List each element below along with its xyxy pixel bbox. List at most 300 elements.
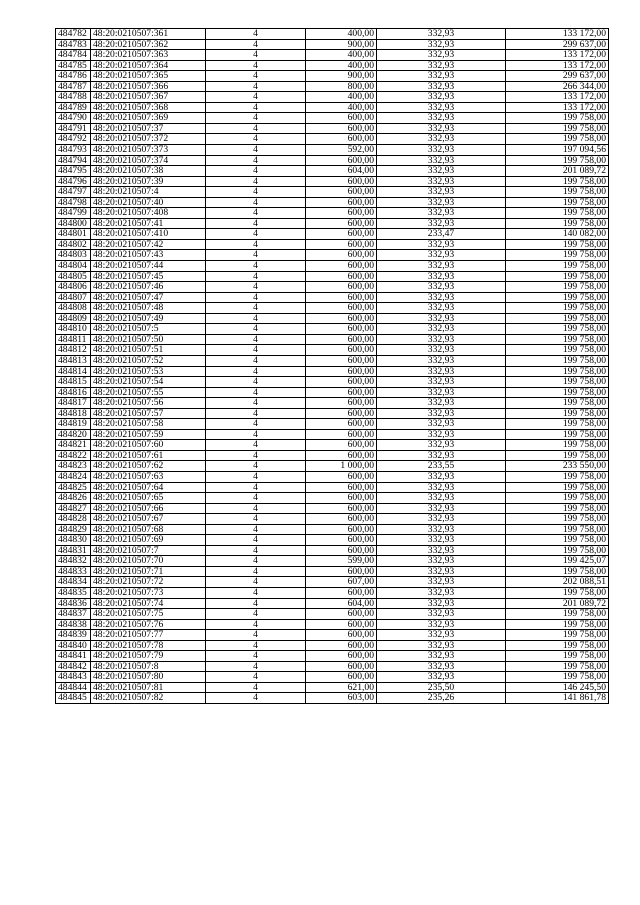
category-cell: 4 xyxy=(206,50,306,61)
cadastral-number-cell: 48:20:0210507:76 xyxy=(91,619,206,630)
category-cell: 4 xyxy=(206,461,306,472)
cadastral-value-cell: 199 758,00 xyxy=(506,187,609,198)
category-cell: 4 xyxy=(206,313,306,324)
category-cell: 4 xyxy=(206,609,306,620)
area-cell: 600,00 xyxy=(306,377,377,388)
table-row xyxy=(56,113,609,124)
cadastral-number-cell: 48:20:0210507:72 xyxy=(91,577,206,588)
category-cell: 4 xyxy=(206,29,306,40)
category-cell: 4 xyxy=(206,693,306,704)
cadastral-value-cell: 199 758,00 xyxy=(506,503,609,514)
cadastral-value-cell: 199 758,00 xyxy=(506,334,609,345)
table-row xyxy=(56,102,609,113)
row-number-cell: 484811 xyxy=(56,334,91,345)
row-number-cell: 484832 xyxy=(56,556,91,567)
category-cell: 4 xyxy=(206,524,306,535)
row-number-cell: 484793 xyxy=(56,145,91,156)
cadastral-number-cell: 48:20:0210507:369 xyxy=(91,113,206,124)
cadastral-number-cell: 48:20:0210507:410 xyxy=(91,229,206,240)
specific-value-cell: 332,93 xyxy=(377,271,506,282)
row-number-cell: 484804 xyxy=(56,261,91,272)
specific-value-cell: 332,93 xyxy=(377,282,506,293)
cadastral-number-cell: 48:20:0210507:82 xyxy=(91,693,206,704)
cadastral-value-cell: 199 758,00 xyxy=(506,197,609,208)
cadastral-number-cell: 48:20:0210507:49 xyxy=(91,313,206,324)
row-number-cell: 484829 xyxy=(56,524,91,535)
table-row xyxy=(56,134,609,145)
area-cell: 600,00 xyxy=(306,524,377,535)
cadastral-value-cell: 199 758,00 xyxy=(506,387,609,398)
row-number-cell: 484819 xyxy=(56,419,91,430)
cadastral-number-cell: 48:20:0210507:77 xyxy=(91,630,206,641)
cadastral-value-cell: 133 172,00 xyxy=(506,92,609,103)
cadastral-value-cell: 199 758,00 xyxy=(506,524,609,535)
table-row xyxy=(56,493,609,504)
table-row xyxy=(56,123,609,134)
cadastral-number-cell: 48:20:0210507:65 xyxy=(91,493,206,504)
category-cell: 4 xyxy=(206,503,306,514)
cadastral-number-cell: 48:20:0210507:78 xyxy=(91,640,206,651)
table-row xyxy=(56,313,609,324)
cadastral-value-cell: 199 758,00 xyxy=(506,261,609,272)
cadastral-number-cell: 48:20:0210507:69 xyxy=(91,535,206,546)
cadastral-value-cell: 199 758,00 xyxy=(506,250,609,261)
table-row xyxy=(56,651,609,662)
cadastral-value-cell: 146 245,50 xyxy=(506,682,609,693)
row-number-cell: 484836 xyxy=(56,598,91,609)
table-row xyxy=(56,556,609,567)
row-number-cell: 484786 xyxy=(56,71,91,82)
area-cell: 621,00 xyxy=(306,682,377,693)
specific-value-cell: 233,47 xyxy=(377,229,506,240)
area-cell: 600,00 xyxy=(306,187,377,198)
area-cell: 900,00 xyxy=(306,39,377,50)
table-row xyxy=(56,271,609,282)
row-number-cell: 484790 xyxy=(56,113,91,124)
row-number-cell: 484840 xyxy=(56,640,91,651)
cadastral-number-cell: 48:20:0210507:62 xyxy=(91,461,206,472)
specific-value-cell: 332,93 xyxy=(377,440,506,451)
cadastral-value-cell: 199 758,00 xyxy=(506,313,609,324)
category-cell: 4 xyxy=(206,577,306,588)
cadastral-value-cell: 140 082,00 xyxy=(506,229,609,240)
specific-value-cell: 332,93 xyxy=(377,377,506,388)
category-cell: 4 xyxy=(206,556,306,567)
table-row xyxy=(56,218,609,229)
cadastral-number-cell: 48:20:0210507:408 xyxy=(91,208,206,219)
cadastral-value-cell: 199 758,00 xyxy=(506,218,609,229)
cadastral-number-cell: 48:20:0210507:66 xyxy=(91,503,206,514)
category-cell: 4 xyxy=(206,113,306,124)
category-cell: 4 xyxy=(206,514,306,525)
cadastral-number-cell: 48:20:0210507:368 xyxy=(91,102,206,113)
cadastral-number-cell: 48:20:0210507:63 xyxy=(91,471,206,482)
category-cell: 4 xyxy=(206,81,306,92)
cadastral-number-cell: 48:20:0210507:79 xyxy=(91,651,206,662)
table-row xyxy=(56,282,609,293)
cadastral-value-cell: 133 172,00 xyxy=(506,29,609,40)
cadastral-value-cell: 199 758,00 xyxy=(506,408,609,419)
area-cell: 600,00 xyxy=(306,493,377,504)
specific-value-cell: 332,93 xyxy=(377,619,506,630)
row-number-cell: 484799 xyxy=(56,208,91,219)
cadastral-number-cell: 48:20:0210507:59 xyxy=(91,429,206,440)
category-cell: 4 xyxy=(206,387,306,398)
category-cell: 4 xyxy=(206,640,306,651)
row-number-cell: 484784 xyxy=(56,50,91,61)
area-cell: 600,00 xyxy=(306,640,377,651)
specific-value-cell: 332,93 xyxy=(377,387,506,398)
category-cell: 4 xyxy=(206,672,306,683)
specific-value-cell: 332,93 xyxy=(377,324,506,335)
table-row xyxy=(56,197,609,208)
table-row xyxy=(56,187,609,198)
table-row xyxy=(56,461,609,472)
table-row xyxy=(56,398,609,409)
table-row xyxy=(56,377,609,388)
category-cell: 4 xyxy=(206,187,306,198)
cadastral-value-cell: 199 758,00 xyxy=(506,271,609,282)
row-number-cell: 484785 xyxy=(56,60,91,71)
specific-value-cell: 332,93 xyxy=(377,514,506,525)
row-number-cell: 484798 xyxy=(56,197,91,208)
table-row xyxy=(56,60,609,71)
specific-value-cell: 332,93 xyxy=(377,630,506,641)
cadastral-number-cell: 48:20:0210507:52 xyxy=(91,355,206,366)
category-cell: 4 xyxy=(206,282,306,293)
category-cell: 4 xyxy=(206,239,306,250)
cadastral-number-cell: 48:20:0210507:42 xyxy=(91,239,206,250)
cadastral-value-cell: 199 758,00 xyxy=(506,398,609,409)
table-row xyxy=(56,598,609,609)
table-row xyxy=(56,545,609,556)
cadastral-value-cell: 199 758,00 xyxy=(506,208,609,219)
cadastral-number-cell: 48:20:0210507:367 xyxy=(91,92,206,103)
category-cell: 4 xyxy=(206,229,306,240)
table-row xyxy=(56,229,609,240)
row-number-cell: 484844 xyxy=(56,682,91,693)
cadastral-value-cell: 199 758,00 xyxy=(506,134,609,145)
cadastral-number-cell: 48:20:0210507:64 xyxy=(91,482,206,493)
category-cell: 4 xyxy=(206,334,306,345)
cadastral-value-cell: 199 758,00 xyxy=(506,566,609,577)
category-cell: 4 xyxy=(206,292,306,303)
cadastral-value-cell: 199 758,00 xyxy=(506,355,609,366)
table-row xyxy=(56,166,609,177)
area-cell: 600,00 xyxy=(306,218,377,229)
specific-value-cell: 332,93 xyxy=(377,60,506,71)
row-number-cell: 484831 xyxy=(56,545,91,556)
row-number-cell: 484823 xyxy=(56,461,91,472)
specific-value-cell: 332,93 xyxy=(377,398,506,409)
table-row xyxy=(56,661,609,672)
table-row xyxy=(56,145,609,156)
specific-value-cell: 233,55 xyxy=(377,461,506,472)
specific-value-cell: 332,93 xyxy=(377,450,506,461)
row-number-cell: 484842 xyxy=(56,661,91,672)
category-cell: 4 xyxy=(206,250,306,261)
cadastral-value-cell: 199 758,00 xyxy=(506,282,609,293)
cadastral-value-cell: 199 758,00 xyxy=(506,440,609,451)
cadastral-number-cell: 48:20:0210507:44 xyxy=(91,261,206,272)
area-cell: 600,00 xyxy=(306,229,377,240)
specific-value-cell: 332,93 xyxy=(377,166,506,177)
cadastral-number-cell: 48:20:0210507:54 xyxy=(91,377,206,388)
row-number-cell: 484795 xyxy=(56,166,91,177)
table-row xyxy=(56,566,609,577)
specific-value-cell: 332,93 xyxy=(377,92,506,103)
category-cell: 4 xyxy=(206,60,306,71)
specific-value-cell: 332,93 xyxy=(377,545,506,556)
cadastral-value-cell: 199 758,00 xyxy=(506,450,609,461)
specific-value-cell: 332,93 xyxy=(377,261,506,272)
category-cell: 4 xyxy=(206,71,306,82)
cadastral-value-cell: 197 094,56 xyxy=(506,145,609,156)
specific-value-cell: 332,93 xyxy=(377,50,506,61)
area-cell: 600,00 xyxy=(306,313,377,324)
cadastral-number-cell: 48:20:0210507:8 xyxy=(91,661,206,672)
cadastral-value-cell: 199 758,00 xyxy=(506,471,609,482)
row-number-cell: 484791 xyxy=(56,123,91,134)
area-cell: 592,00 xyxy=(306,145,377,156)
specific-value-cell: 332,93 xyxy=(377,609,506,620)
cadastral-value-cell: 133 172,00 xyxy=(506,102,609,113)
specific-value-cell: 332,93 xyxy=(377,218,506,229)
specific-value-cell: 332,93 xyxy=(377,134,506,145)
category-cell: 4 xyxy=(206,482,306,493)
table-row xyxy=(56,429,609,440)
row-number-cell: 484839 xyxy=(56,630,91,641)
row-number-cell: 484821 xyxy=(56,440,91,451)
area-cell: 600,00 xyxy=(306,113,377,124)
category-cell: 4 xyxy=(206,545,306,556)
cadastral-number-cell: 48:20:0210507:60 xyxy=(91,440,206,451)
row-number-cell: 484841 xyxy=(56,651,91,662)
specific-value-cell: 332,93 xyxy=(377,672,506,683)
cadastral-number-cell: 48:20:0210507:70 xyxy=(91,556,206,567)
table-row xyxy=(56,261,609,272)
area-cell: 600,00 xyxy=(306,176,377,187)
area-cell: 604,00 xyxy=(306,166,377,177)
cadastral-number-cell: 48:20:0210507:67 xyxy=(91,514,206,525)
cadastral-number-cell: 48:20:0210507:57 xyxy=(91,408,206,419)
cadastral-value-cell: 202 088,51 xyxy=(506,577,609,588)
row-number-cell: 484787 xyxy=(56,81,91,92)
table-row xyxy=(56,609,609,620)
cadastral-value-cell: 199 758,00 xyxy=(506,640,609,651)
row-number-cell: 484843 xyxy=(56,672,91,683)
cadastral-number-cell: 48:20:0210507:80 xyxy=(91,672,206,683)
area-cell: 600,00 xyxy=(306,250,377,261)
cadastral-value-cell: 199 758,00 xyxy=(506,493,609,504)
cadastral-value-cell: 199 758,00 xyxy=(506,514,609,525)
table-row xyxy=(56,471,609,482)
area-cell: 600,00 xyxy=(306,366,377,377)
specific-value-cell: 332,93 xyxy=(377,493,506,504)
row-number-cell: 484814 xyxy=(56,366,91,377)
area-cell: 600,00 xyxy=(306,566,377,577)
area-cell: 400,00 xyxy=(306,102,377,113)
row-number-cell: 484794 xyxy=(56,155,91,166)
table-row xyxy=(56,619,609,630)
area-cell: 600,00 xyxy=(306,387,377,398)
row-number-cell: 484809 xyxy=(56,313,91,324)
specific-value-cell: 235,26 xyxy=(377,693,506,704)
specific-value-cell: 332,93 xyxy=(377,503,506,514)
specific-value-cell: 332,93 xyxy=(377,471,506,482)
specific-value-cell: 332,93 xyxy=(377,429,506,440)
cadastral-value-cell: 199 758,00 xyxy=(506,377,609,388)
specific-value-cell: 332,93 xyxy=(377,577,506,588)
row-number-cell: 484826 xyxy=(56,493,91,504)
row-number-cell: 484827 xyxy=(56,503,91,514)
table-row xyxy=(56,39,609,50)
area-cell: 600,00 xyxy=(306,545,377,556)
category-cell: 4 xyxy=(206,398,306,409)
cadastral-value-cell: 199 758,00 xyxy=(506,419,609,430)
table-row xyxy=(56,524,609,535)
table-row xyxy=(56,482,609,493)
area-cell: 600,00 xyxy=(306,197,377,208)
table-row xyxy=(56,324,609,335)
row-number-cell: 484788 xyxy=(56,92,91,103)
category-cell: 4 xyxy=(206,377,306,388)
cadastral-value-cell: 199 758,00 xyxy=(506,366,609,377)
row-number-cell: 484782 xyxy=(56,29,91,40)
area-cell: 600,00 xyxy=(306,398,377,409)
cadastral-number-cell: 48:20:0210507:50 xyxy=(91,334,206,345)
cadastral-number-cell: 48:20:0210507:41 xyxy=(91,218,206,229)
area-cell: 600,00 xyxy=(306,261,377,272)
table-row xyxy=(56,440,609,451)
specific-value-cell: 332,93 xyxy=(377,661,506,672)
specific-value-cell: 332,93 xyxy=(377,155,506,166)
cadastral-value-cell: 133 172,00 xyxy=(506,50,609,61)
cadastral-number-cell: 48:20:0210507:56 xyxy=(91,398,206,409)
specific-value-cell: 332,93 xyxy=(377,345,506,356)
table-row xyxy=(56,239,609,250)
row-number-cell: 484797 xyxy=(56,187,91,198)
cadastral-value-cell: 201 089,72 xyxy=(506,166,609,177)
area-cell: 600,00 xyxy=(306,535,377,546)
cadastral-number-cell: 48:20:0210507:51 xyxy=(91,345,206,356)
category-cell: 4 xyxy=(206,145,306,156)
cadastral-number-cell: 48:20:0210507:40 xyxy=(91,197,206,208)
cadastral-value-cell: 201 089,72 xyxy=(506,598,609,609)
row-number-cell: 484810 xyxy=(56,324,91,335)
area-cell: 600,00 xyxy=(306,661,377,672)
area-cell: 600,00 xyxy=(306,408,377,419)
cadastral-value-cell: 199 758,00 xyxy=(506,619,609,630)
cadastral-value-cell: 133 172,00 xyxy=(506,60,609,71)
cadastral-number-cell: 48:20:0210507:37 xyxy=(91,123,206,134)
specific-value-cell: 332,93 xyxy=(377,303,506,314)
cadastral-number-cell: 48:20:0210507:61 xyxy=(91,450,206,461)
row-number-cell: 484789 xyxy=(56,102,91,113)
area-cell: 600,00 xyxy=(306,482,377,493)
cadastral-value-cell: 266 344,00 xyxy=(506,81,609,92)
specific-value-cell: 332,93 xyxy=(377,334,506,345)
table-row xyxy=(56,693,609,704)
category-cell: 4 xyxy=(206,408,306,419)
row-number-cell: 484802 xyxy=(56,239,91,250)
specific-value-cell: 332,93 xyxy=(377,556,506,567)
table-row xyxy=(56,92,609,103)
table-row xyxy=(56,334,609,345)
cadastral-number-cell: 48:20:0210507:68 xyxy=(91,524,206,535)
cadastral-number-cell: 48:20:0210507:73 xyxy=(91,587,206,598)
cadastral-number-cell: 48:20:0210507:362 xyxy=(91,39,206,50)
row-number-cell: 484812 xyxy=(56,345,91,356)
area-cell: 600,00 xyxy=(306,134,377,145)
area-cell: 600,00 xyxy=(306,334,377,345)
area-cell: 600,00 xyxy=(306,282,377,293)
row-number-cell: 484813 xyxy=(56,355,91,366)
table-row xyxy=(56,672,609,683)
category-cell: 4 xyxy=(206,587,306,598)
category-cell: 4 xyxy=(206,218,306,229)
table-row xyxy=(56,535,609,546)
area-cell: 600,00 xyxy=(306,503,377,514)
category-cell: 4 xyxy=(206,345,306,356)
category-cell: 4 xyxy=(206,471,306,482)
category-cell: 4 xyxy=(206,682,306,693)
specific-value-cell: 332,93 xyxy=(377,587,506,598)
cadastral-value-cell: 199 758,00 xyxy=(506,113,609,124)
table-row xyxy=(56,419,609,430)
cadastral-number-cell: 48:20:0210507:373 xyxy=(91,145,206,156)
cadastral-value-cell: 199 758,00 xyxy=(506,609,609,620)
category-cell: 4 xyxy=(206,197,306,208)
area-cell: 600,00 xyxy=(306,355,377,366)
row-number-cell: 484815 xyxy=(56,377,91,388)
category-cell: 4 xyxy=(206,92,306,103)
cadastral-value-cell: 199 758,00 xyxy=(506,651,609,662)
area-cell: 600,00 xyxy=(306,123,377,134)
category-cell: 4 xyxy=(206,598,306,609)
table-row xyxy=(56,176,609,187)
row-number-cell: 484808 xyxy=(56,303,91,314)
cadastral-number-cell: 48:20:0210507:81 xyxy=(91,682,206,693)
cadastral-value-cell: 199 758,00 xyxy=(506,303,609,314)
specific-value-cell: 332,93 xyxy=(377,535,506,546)
table-body xyxy=(56,29,609,704)
category-cell: 4 xyxy=(206,166,306,177)
cadastral-number-cell: 48:20:0210507:58 xyxy=(91,419,206,430)
specific-value-cell: 332,93 xyxy=(377,366,506,377)
specific-value-cell: 332,93 xyxy=(377,640,506,651)
area-cell: 600,00 xyxy=(306,514,377,525)
cadastral-number-cell: 48:20:0210507:74 xyxy=(91,598,206,609)
cadastral-value-table xyxy=(55,28,609,704)
cadastral-number-cell: 48:20:0210507:365 xyxy=(91,71,206,82)
cadastral-number-cell: 48:20:0210507:55 xyxy=(91,387,206,398)
specific-value-cell: 332,93 xyxy=(377,71,506,82)
table-row xyxy=(56,514,609,525)
specific-value-cell: 332,93 xyxy=(377,250,506,261)
row-number-cell: 484833 xyxy=(56,566,91,577)
specific-value-cell: 332,93 xyxy=(377,39,506,50)
cadastral-value-cell: 199 758,00 xyxy=(506,587,609,598)
specific-value-cell: 332,93 xyxy=(377,292,506,303)
cadastral-value-cell: 141 861,78 xyxy=(506,693,609,704)
row-number-cell: 484796 xyxy=(56,176,91,187)
specific-value-cell: 332,93 xyxy=(377,145,506,156)
category-cell: 4 xyxy=(206,134,306,145)
category-cell: 4 xyxy=(206,271,306,282)
specific-value-cell: 332,93 xyxy=(377,81,506,92)
row-number-cell: 484807 xyxy=(56,292,91,303)
